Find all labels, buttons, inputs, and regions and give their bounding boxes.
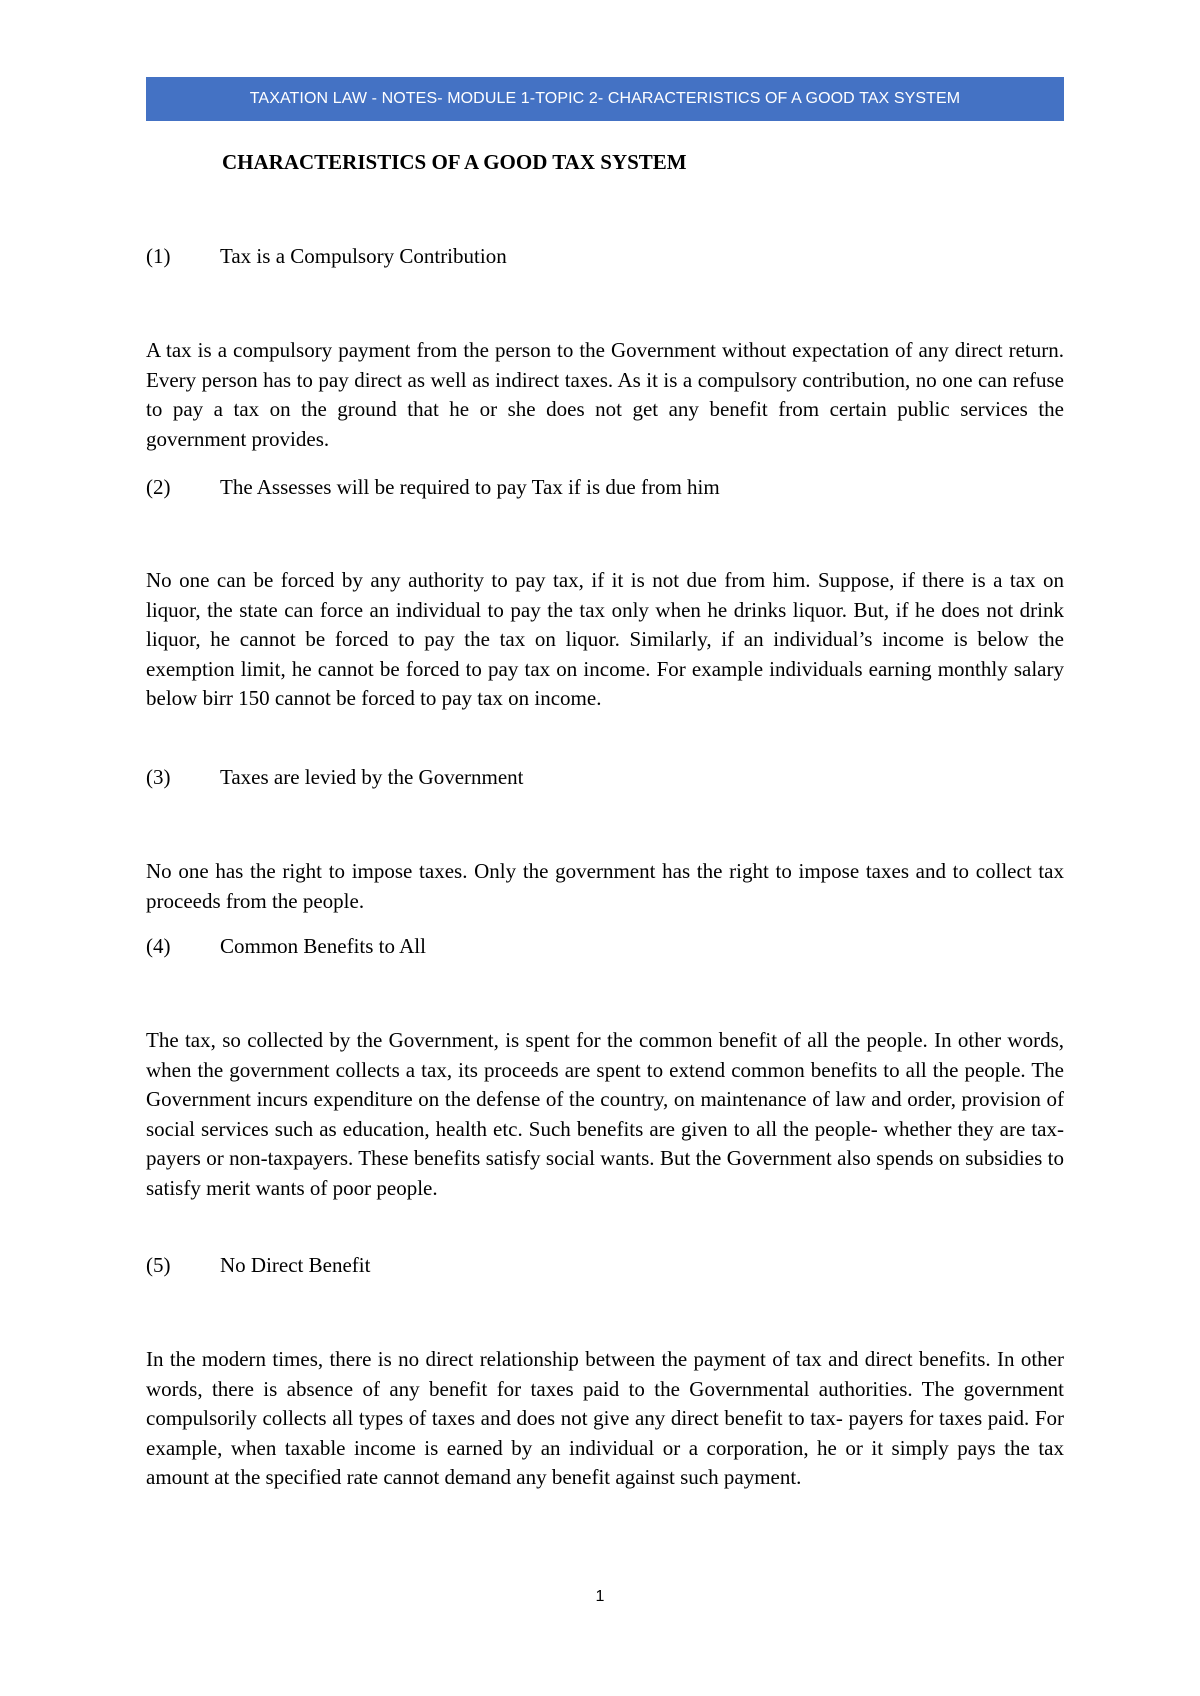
section-heading-text: Common Benefits to All <box>220 934 426 958</box>
section-number: (5) <box>146 1253 171 1277</box>
section-heading-text: Taxes are levied by the Government <box>220 765 524 789</box>
header-banner-text: TAXATION LAW - NOTES- MODULE 1-TOPIC 2- CHARACTERISTICS OF A GOOD TAX SYSTEM <box>249 90 961 107</box>
section-body: A tax is a compulsory payment from the person to the Government without expectation of any direct return. Every person has to pay direct as well as indirect taxes. As it is a compulsory contribution, no one can refuse to pay a tax on the ground that he or she does not get any benefit from certain public services the government provides. <box>146 338 1064 451</box>
section-body: In the modern times, there is no direct relationship between the payment of tax and direct benefits. In other words, there is absence of any benefit for taxes paid to the Governmental authorities. The government compulsorily collects all types of taxes and does not give any direct benefit to tax- payers for taxes paid. For example, when taxable income is earned by an individual or a corporation, he or it simply pays the tax amount at the specified rate cannot demand any benefit against such payment. <box>146 1347 1064 1490</box>
section-heading <box>146 475 720 500</box>
section-heading <box>146 244 507 269</box>
section-heading <box>146 934 426 959</box>
section-body: No one can be forced by any authority to pay tax, if it is not due from him. Suppose, if there is a tax on liquor, the state can force an individual to pay the tax only when he drinks liquor. But, if he does not drink liquor, he cannot be forced to pay the tax on liquor. Similarly, if an individual’s income is below the exemption limit, he cannot be forced to pay tax on income. For example individuals earning monthly salary below birr 150 cannot be forced to pay tax on income. <box>146 568 1064 711</box>
section-number: (3) <box>146 765 171 789</box>
page-number: 1 <box>595 1588 605 1605</box>
section-heading-text: No Direct Benefit <box>220 1253 371 1277</box>
section-heading-text: Tax is a Compulsory Contribution <box>220 244 507 268</box>
section-heading-text: The Assesses will be required to pay Tax if is due from him <box>220 475 720 499</box>
document-title: CHARACTERISTICS OF A GOOD TAX SYSTEM <box>222 150 687 174</box>
section-body: No one has the right to impose taxes. Only the government has the right to impose taxes and to collect tax proceeds from the people. <box>146 859 1064 913</box>
section-body: The tax, so collected by the Government, is spent for the common benefit of all the people. In other words, when the government collects a tax, its proceeds are spent to extend common benefits to all the people. The Government incurs expenditure on the defense of the country, on maintenance of law and order, provision of social services such as education, health etc. Such benefits are given to all the people- whether they are tax-payers or non-taxpayers. These benefits satisfy social wants. But the Government also spends on subsidies to satisfy merit wants of poor people. <box>146 1028 1064 1200</box>
section-number: (2) <box>146 475 171 499</box>
section-heading <box>146 1253 370 1278</box>
header-banner <box>146 77 1064 121</box>
section-heading <box>146 765 524 790</box>
section-number: (1) <box>146 244 171 268</box>
section-number: (4) <box>146 934 171 958</box>
